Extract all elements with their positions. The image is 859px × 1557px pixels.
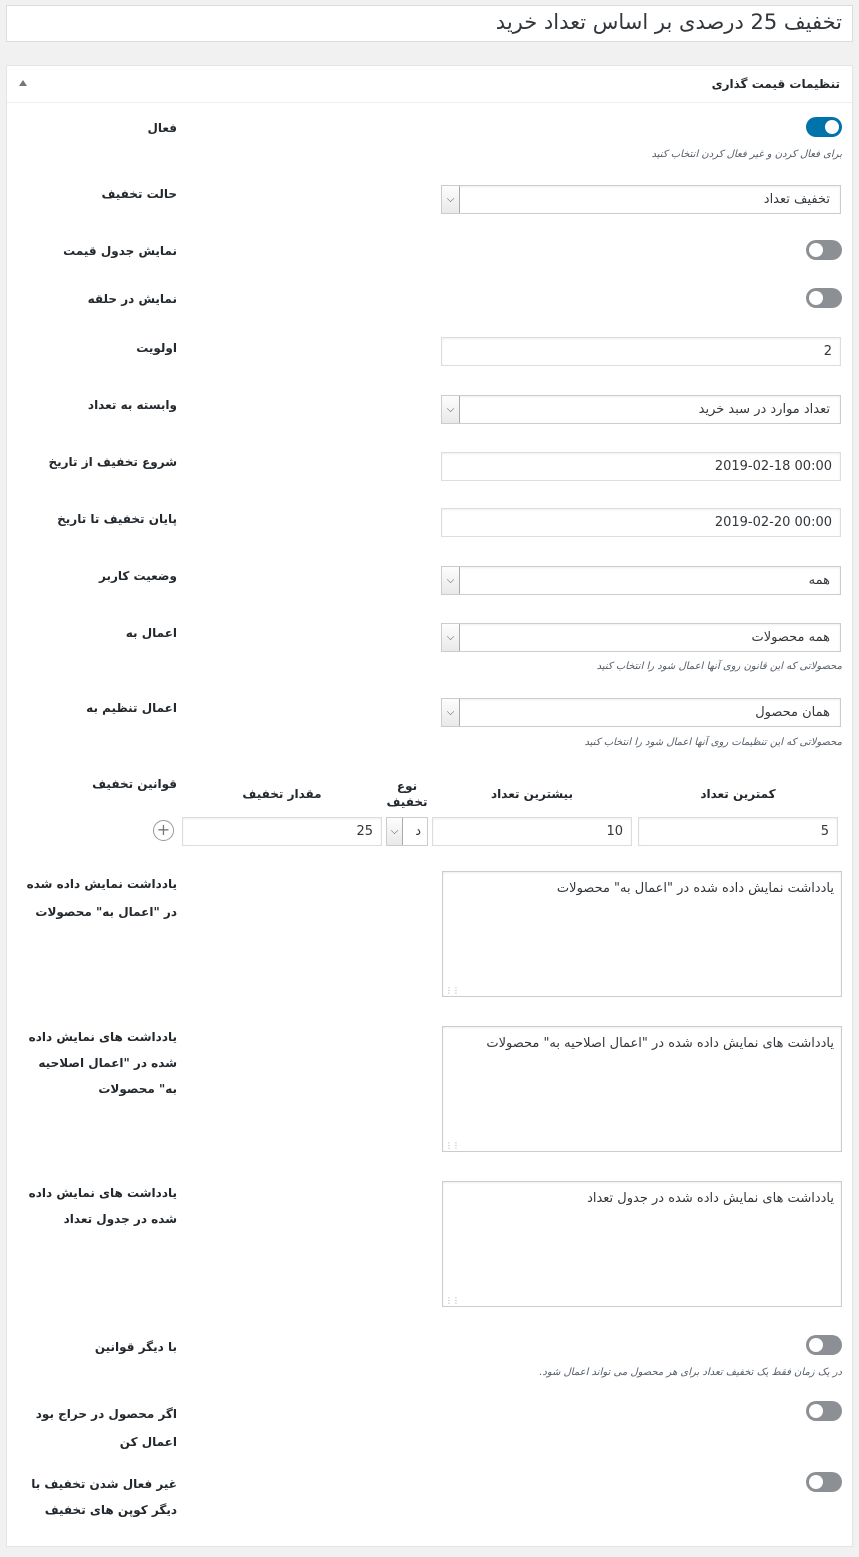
end-date-value: 2019-02-20 00:00 (714, 515, 832, 530)
discount-mode-value: تخفیف تعداد (763, 192, 830, 207)
chevron-down-icon: ⌵ (442, 186, 460, 213)
start-date-value: 2019-02-18 00:00 (714, 459, 832, 474)
rule-min-input[interactable] (638, 817, 838, 846)
note-adjustment-label-line2: شده در "اعمال اصلاحیه (38, 1056, 177, 1070)
apply-to-select[interactable] (441, 623, 841, 652)
chevron-down-icon: ⌵ (442, 699, 460, 726)
active-label: فعال (147, 121, 177, 135)
col-min-header: کمترین تعداد (700, 787, 776, 801)
user-status-select[interactable] (441, 566, 841, 595)
chevron-down-icon: ⌵ (442, 396, 460, 423)
note-quantity-table-value: یادداشت های نمایش داده شده در جدول تعداد (587, 1191, 834, 1206)
start-date-input[interactable] (441, 452, 841, 481)
note-apply-to-value: یادداشت نمایش داده شده در "اعمال به" محصولات (556, 881, 834, 896)
end-date-input[interactable] (441, 508, 841, 537)
col-type-header-line2: تخفیف (386, 795, 428, 809)
col-amount-header: مقدار تخفیف (242, 787, 322, 801)
col-type-header-line1: نوع (396, 779, 418, 793)
start-date-label: شروع تخفیف از تاریخ (48, 455, 177, 469)
panel-title: تنظیمات قیمت گذاری (711, 77, 840, 91)
rule-min-value: 5 (820, 824, 829, 839)
toggle-knob (809, 1475, 823, 1489)
apply-adjustment-label: اعمال تنظیم به (86, 701, 177, 715)
priority-input[interactable] (441, 337, 841, 366)
rule-max-value: 10 (606, 824, 623, 839)
end-date-label: پایان تخفیف تا تاریخ (57, 512, 177, 526)
toggle-knob (809, 1338, 823, 1352)
col-type-header (380, 778, 434, 810)
disable-with-coupons-label (2, 1471, 177, 1523)
note-quantity-table-label-line1: یادداشت های نمایش داده (28, 1186, 177, 1200)
active-description: برای فعال کردن و غیر فعال کردن انتخاب کنید (651, 149, 842, 160)
with-other-rules-label: با دیگر قوانین (94, 1340, 177, 1354)
post-title-input[interactable] (6, 5, 853, 42)
show-price-table-label: نمایش جدول قیمت (63, 244, 177, 258)
note-quantity-table-label (2, 1180, 177, 1232)
note-quantity-table-label-line2: شده در جدول تعداد (63, 1212, 177, 1226)
note-adjustment-value: یادداشت های نمایش داده شده در "اعمال اصلاحیه به" محصولات (486, 1036, 834, 1051)
panel-header[interactable] (7, 66, 852, 103)
resize-grip-icon[interactable]: ⋮⋮ (445, 1296, 459, 1305)
apply-to-value: همه محصولات (751, 630, 830, 645)
resize-grip-icon[interactable]: ⋮⋮ (445, 986, 459, 995)
user-status-label: وضعیت کاربر (99, 569, 177, 583)
toggle-knob (809, 1404, 823, 1418)
apply-to-label: اعمال به (125, 626, 177, 640)
show-in-loop-label: نمایش در حلقه (87, 292, 177, 306)
with-other-rules-toggle[interactable] (806, 1335, 842, 1355)
rule-type-value: د (415, 824, 421, 839)
apply-adjustment-select[interactable] (441, 698, 841, 727)
chevron-down-icon: ⌵ (442, 567, 460, 594)
col-max-header: بیشترین تعداد (491, 787, 573, 801)
note-adjustment-label-line3: به" محصولات (98, 1082, 177, 1096)
apply-if-on-sale-label-line1: اگر محصول در حراج بود (35, 1407, 177, 1421)
discount-mode-select[interactable] (441, 185, 841, 214)
rule-amount-value: 25 (356, 824, 373, 839)
show-in-loop-toggle[interactable] (806, 288, 842, 308)
with-other-rules-description: در یک زمان فقط یک تخفیف تعداد برای هر محصول می تواند اعمال شود. (539, 1367, 842, 1378)
priority-value: 2 (823, 344, 832, 359)
add-rule-plus-icon[interactable]: + (153, 820, 174, 841)
note-apply-to-label-line1: یادداشت نمایش داده شده (26, 877, 177, 891)
priority-label: اولویت (136, 341, 177, 355)
apply-if-on-sale-toggle[interactable] (806, 1401, 842, 1421)
note-quantity-table-textarea[interactable] (442, 1181, 842, 1307)
rule-max-input[interactable] (432, 817, 632, 846)
note-apply-to-label-line2: در "اعمال به" محصولات (35, 905, 177, 919)
toggle-knob (809, 291, 823, 305)
toggle-knob (825, 120, 839, 134)
apply-to-description: محصولاتی که این قانون روی آنها اعمال شود را انتخاب کنید (596, 661, 842, 672)
apply-if-on-sale-label (2, 1400, 177, 1456)
note-apply-to-textarea[interactable] (442, 871, 842, 997)
quantity-based-select[interactable] (441, 395, 841, 424)
show-price-table-toggle[interactable] (806, 240, 842, 260)
note-adjustment-label-line1: یادداشت های نمایش داده (28, 1030, 177, 1044)
discount-mode-label: حالت تخفیف (101, 187, 177, 201)
user-status-value: همه (808, 573, 830, 588)
chevron-down-icon: ⌵ (387, 818, 403, 845)
note-apply-to-label (2, 870, 177, 926)
collapse-arrow-icon[interactable] (19, 80, 27, 86)
apply-if-on-sale-label-line2: اعمال کن (119, 1435, 177, 1449)
apply-adjustment-value: همان محصول (755, 705, 830, 720)
resize-grip-icon[interactable]: ⋮⋮ (445, 1141, 459, 1150)
apply-adjustment-description: محصولاتی که این تنظیمات روی آنها اعمال شود را انتخاب کنید (584, 737, 842, 748)
disable-with-coupons-toggle[interactable] (806, 1472, 842, 1492)
disable-with-coupons-label-line1: غیر فعال شدن تخفیف با (31, 1477, 177, 1491)
quantity-based-value: تعداد موارد در سبد خرید (698, 402, 830, 417)
rule-amount-input[interactable] (182, 817, 382, 846)
note-adjustment-label (2, 1024, 177, 1102)
quantity-based-label: وابسته به تعداد (87, 398, 177, 412)
toggle-knob (809, 243, 823, 257)
rule-type-select[interactable] (386, 817, 428, 846)
post-title-text: تخفیف 25 درصدی بر اساس تعداد خرید (495, 10, 842, 34)
active-toggle[interactable] (806, 117, 842, 137)
note-adjustment-textarea[interactable] (442, 1026, 842, 1152)
disable-with-coupons-label-line2: دیگر کوپن های تخفیف (44, 1503, 177, 1517)
chevron-down-icon: ⌵ (442, 624, 460, 651)
discount-rules-label: قوانین تخفیف (92, 777, 177, 791)
